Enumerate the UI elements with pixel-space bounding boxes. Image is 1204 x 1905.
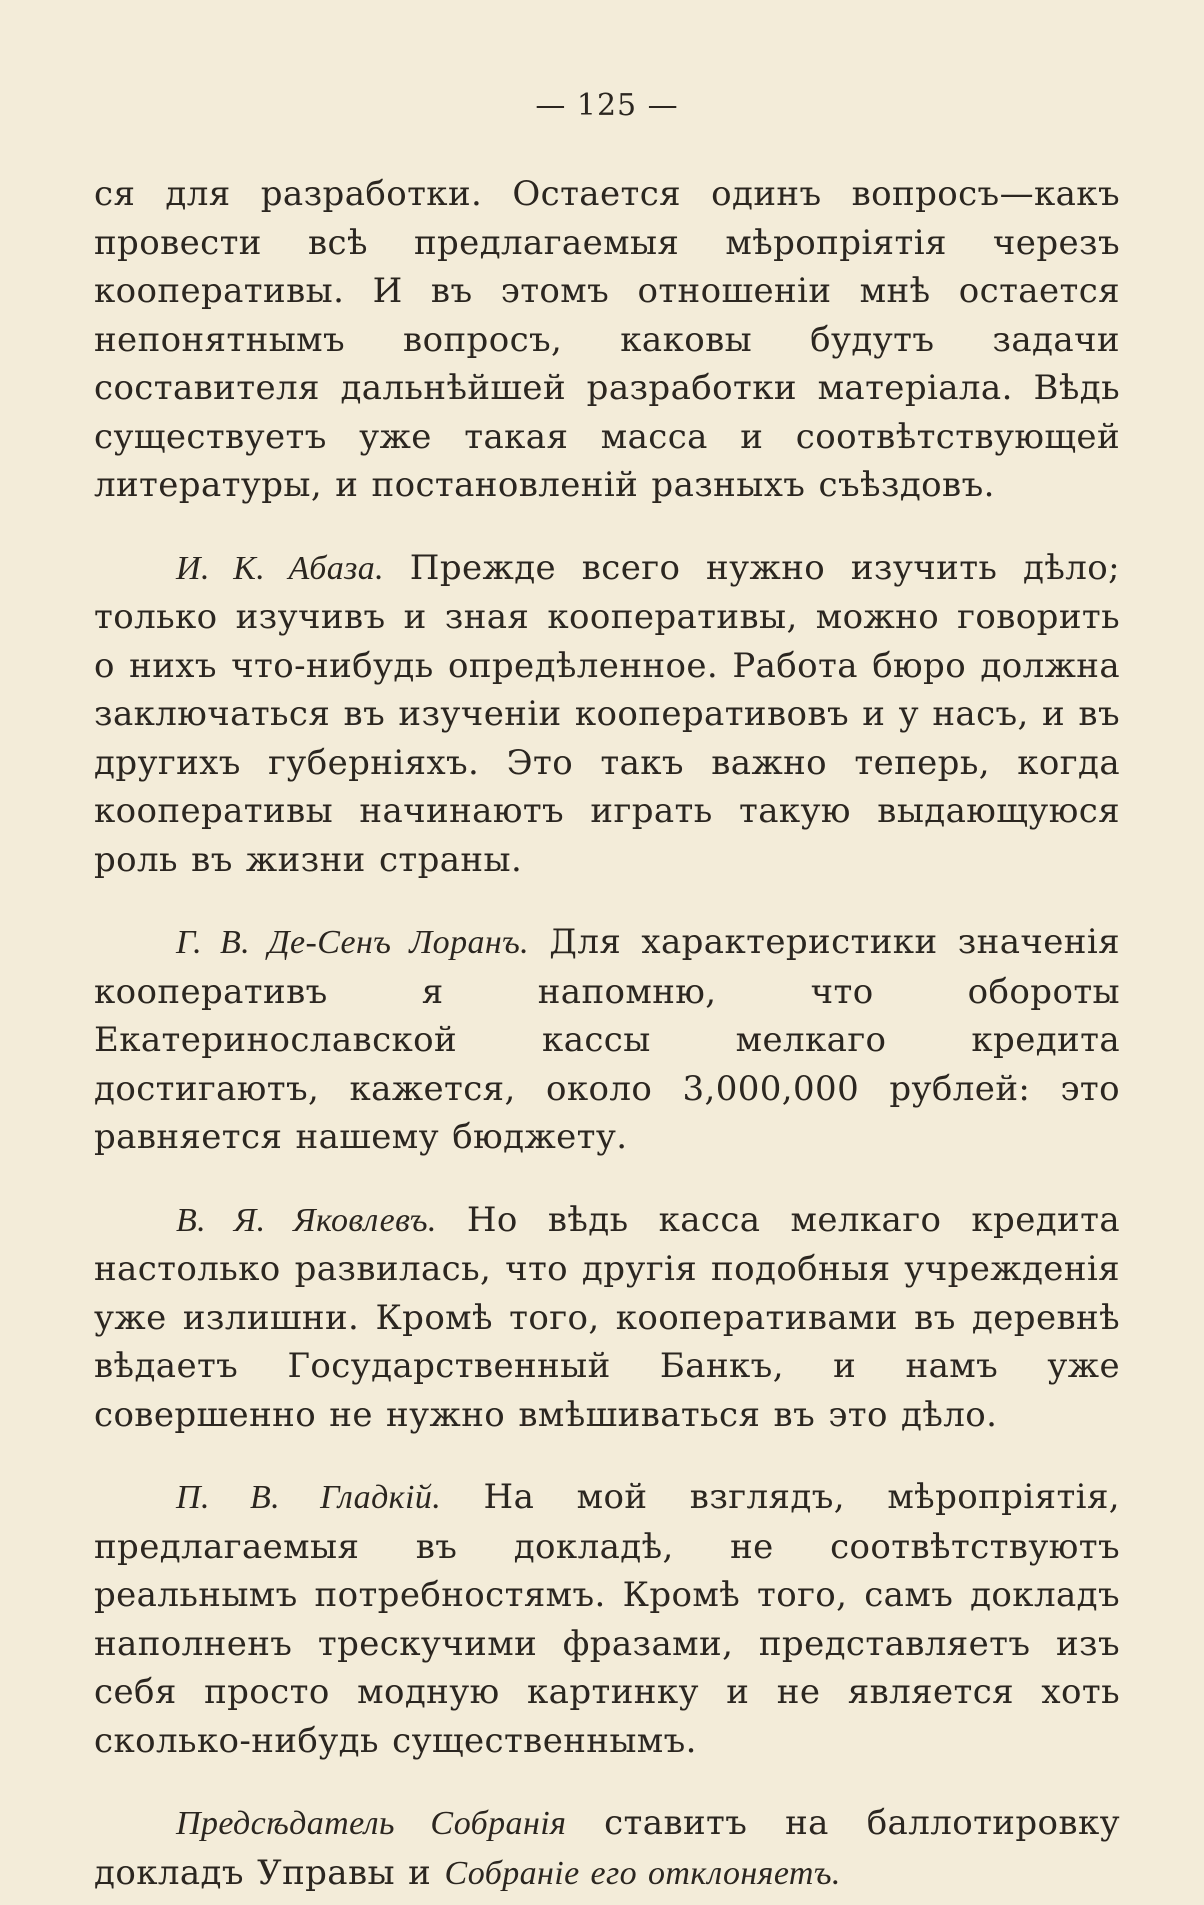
- speaker-name: П. В. Гладкій.: [176, 1479, 442, 1516]
- paragraph-text: ся для разработки. Остается одинъ вопросъ—какъ провести всѣ предлагаемыя мѣропріятія черезъ кооперативы. И въ этомъ отношеніи мнѣ остается непонятнымъ вопросъ, каковы будутъ задачи составителя дальнѣйшей разработки матеріала. Вѣдь существуетъ уже такая масса и соотвѣтствующей литературы, и постановленій разныхъ съѣздовъ.: [94, 174, 1120, 505]
- paragraph-text: На мой взглядъ, мѣропріятія, предлагаемыя въ докладѣ, не соотвѣтствуютъ реальнымъ потребностямъ. Кромѣ того, самъ докладъ наполненъ трескучими фразами, представляетъ изъ себя просто модную картинку и не является хоть сколько-нибудь существеннымъ.: [94, 1477, 1120, 1761]
- page-number: — 125 —: [535, 88, 679, 123]
- paragraph-text: Для характеристики значенія кооперативъ я напомню, что обороты Екатеринославской кассы мелкаго кредита достигаютъ, кажется, около 3,000,000 рублей: это равняется нашему бюджету.: [94, 922, 1120, 1157]
- paragraph-text: ставитъ на баллотировку докладъ Управы и: [94, 1803, 1120, 1893]
- paragraph-chairman-decision: [94, 1799, 1120, 1898]
- paragraph-speech-gladkiy: [94, 1473, 1120, 1765]
- paragraph-speech-yakovlev: [94, 1196, 1120, 1440]
- paragraph-speech-abaza: [94, 544, 1120, 885]
- paragraph-text: Прежде всего нужно изучить дѣло; только изучивъ и зная кооперативы, можно говорить о нихъ что-нибудь опредѣленное. Работа бюро должна заключаться въ изученіи кооперативовъ и у насъ, и въ другихъ губерніяхъ. Это такъ важно теперь, когда кооперативы начинаютъ играть такую выдающуюся роль въ жизни страны.: [94, 547, 1120, 880]
- speaker-name: Предсѣдатель Собранія: [176, 1805, 567, 1842]
- paragraph-speech-de-sen-loran: [94, 918, 1120, 1162]
- paragraph-text: Но вѣдь касса мелкаго кредита настолько развилась, что другія подобныя учрежденія уже излишни. Кромѣ того, кооперативами въ деревнѣ вѣдаетъ Государственный Банкъ, и намъ уже совершенно не нужно вмѣшиваться въ это дѣло.: [94, 1199, 1120, 1435]
- speaker-name: Г. В. Де-Сенъ Лоранъ.: [176, 924, 530, 961]
- decision-text: Собраніе его отклоняетъ.: [444, 1854, 841, 1892]
- paragraph-continuation: [94, 170, 1120, 510]
- speaker-name: В. Я. Яковлевъ.: [176, 1201, 437, 1239]
- speaker-name: И. К. Абаза.: [176, 549, 385, 587]
